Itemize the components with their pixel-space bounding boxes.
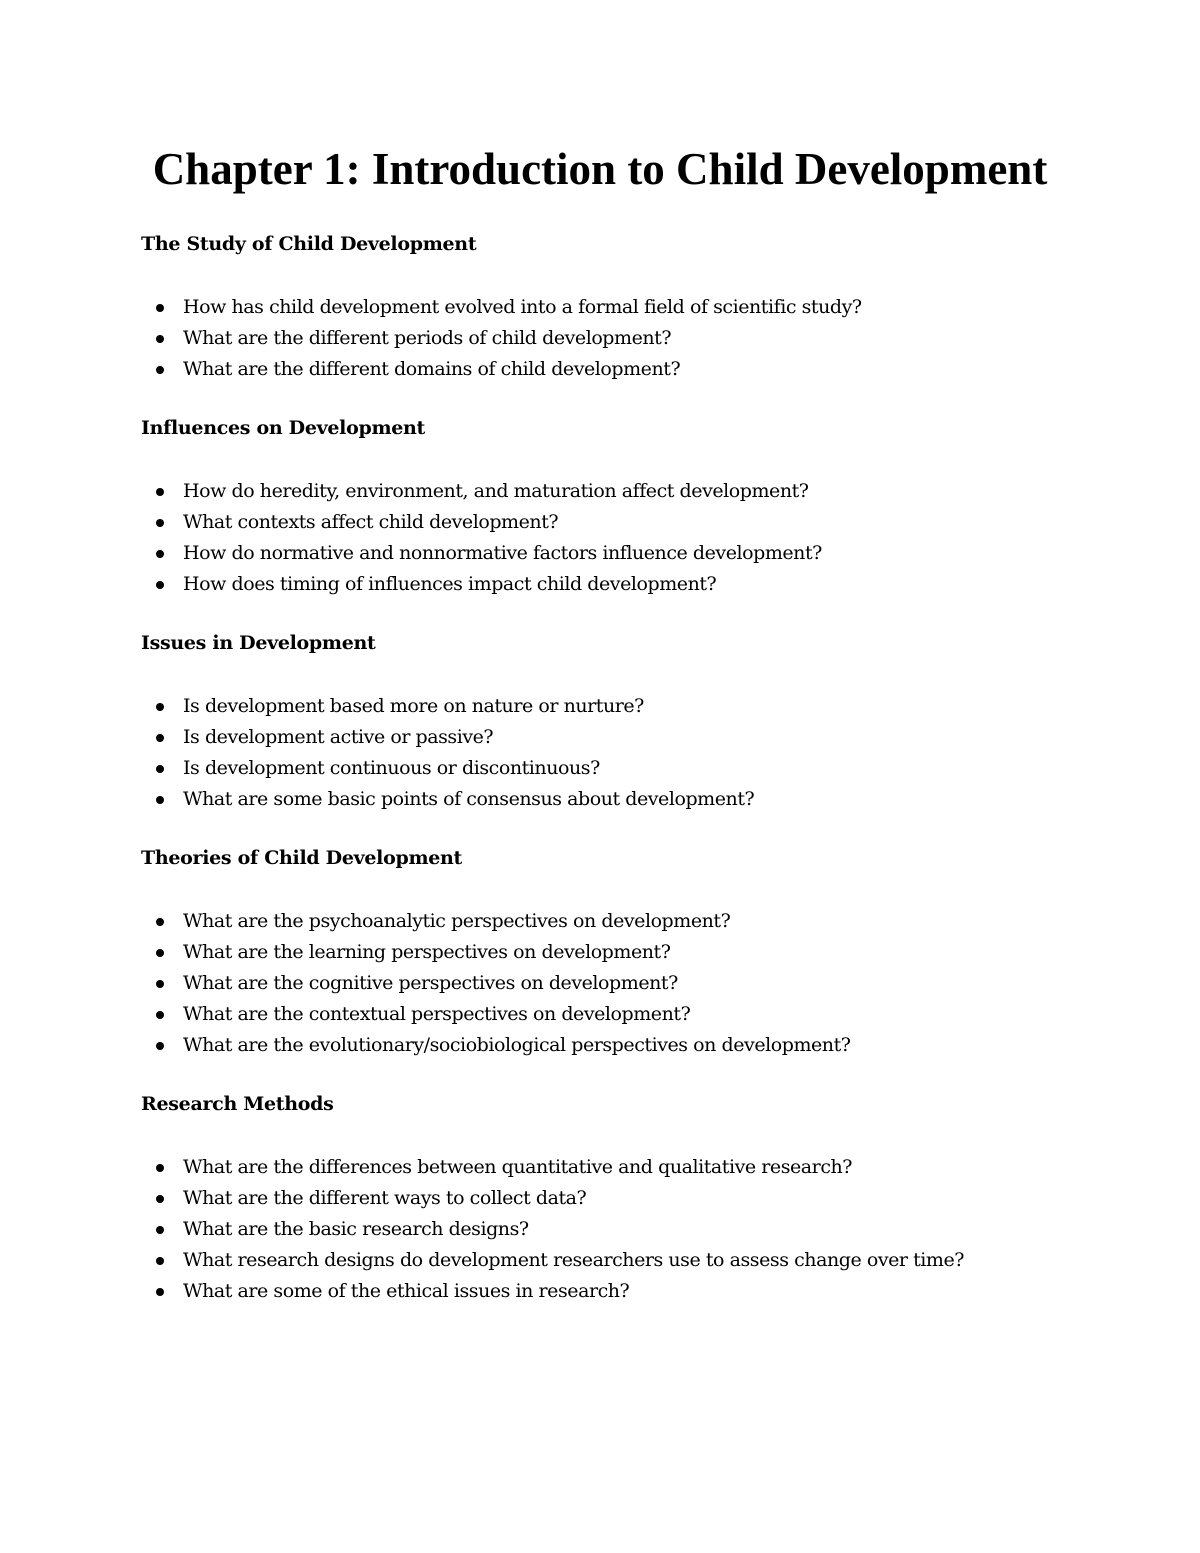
list-item-text: What are the differences between quantitative and qualitative research? bbox=[183, 1156, 853, 1178]
page-title: Chapter 1: Introduction to Child Development bbox=[152, 144, 1048, 194]
bullet-icon bbox=[156, 918, 164, 926]
list-item bbox=[141, 1183, 1041, 1214]
bullet-icon bbox=[156, 949, 164, 957]
list-item-text: How do heredity, environment, and maturation affect development? bbox=[183, 480, 809, 502]
bullet-icon bbox=[156, 1257, 164, 1265]
section-heading: Theories of Child Development bbox=[141, 847, 463, 869]
list-item bbox=[141, 476, 1041, 507]
list-item bbox=[141, 722, 1041, 753]
bullet-icon bbox=[156, 1195, 164, 1203]
list-item bbox=[141, 1030, 1041, 1061]
list-item bbox=[141, 507, 1041, 538]
list-item-text: How does timing of influences impact child development? bbox=[183, 573, 717, 595]
bullet-list bbox=[141, 906, 1041, 1061]
list-item-text: How do normative and nonnormative factors influence development? bbox=[183, 542, 822, 564]
list-item bbox=[141, 784, 1041, 815]
bullet-icon bbox=[156, 335, 164, 343]
bullet-icon bbox=[156, 1164, 164, 1172]
list-item bbox=[141, 354, 1041, 385]
list-item bbox=[141, 937, 1041, 968]
list-item-text: What are some basic points of consensus about development? bbox=[183, 788, 755, 810]
list-item-text: What are the learning perspectives on development? bbox=[183, 941, 671, 963]
section-heading: Issues in Development bbox=[141, 632, 376, 654]
list-item-text: How has child development evolved into a formal field of scientific study? bbox=[183, 296, 862, 318]
section bbox=[141, 414, 1041, 600]
section-list bbox=[141, 230, 1041, 1336]
list-item bbox=[141, 569, 1041, 600]
bullet-icon bbox=[156, 488, 164, 496]
bullet-icon bbox=[156, 796, 164, 804]
bullet-icon bbox=[156, 703, 164, 711]
section-heading: Research Methods bbox=[141, 1093, 334, 1115]
bullet-icon bbox=[156, 734, 164, 742]
bullet-icon bbox=[156, 550, 164, 558]
list-item bbox=[141, 753, 1041, 784]
bullet-list bbox=[141, 691, 1041, 815]
list-item bbox=[141, 1152, 1041, 1183]
bullet-icon bbox=[156, 1288, 164, 1296]
section bbox=[141, 844, 1041, 1061]
bullet-icon bbox=[156, 1011, 164, 1019]
bullet-icon bbox=[156, 519, 164, 527]
list-item-text: What are the cognitive perspectives on development? bbox=[183, 972, 678, 994]
list-item-text: Is development continuous or discontinuous? bbox=[183, 757, 600, 779]
section-heading: Influences on Development bbox=[141, 417, 426, 439]
bullet-icon bbox=[156, 304, 164, 312]
bullet-list bbox=[141, 476, 1041, 600]
bullet-icon bbox=[156, 1226, 164, 1234]
list-item-text: What contexts affect child development? bbox=[183, 511, 559, 533]
section bbox=[141, 230, 1041, 385]
list-item bbox=[141, 292, 1041, 323]
bullet-icon bbox=[156, 765, 164, 773]
bullet-list bbox=[141, 1152, 1041, 1307]
list-item-text: Is development based more on nature or nurture? bbox=[183, 695, 644, 717]
bullet-icon bbox=[156, 366, 164, 374]
list-item-text: What are the different ways to collect data? bbox=[183, 1187, 587, 1209]
list-item-text: What are some of the ethical issues in research? bbox=[183, 1280, 630, 1302]
list-item-text: What are the basic research designs? bbox=[183, 1218, 529, 1240]
section bbox=[141, 1090, 1041, 1307]
bullet-icon bbox=[156, 980, 164, 988]
list-item-text: What are the different periods of child development? bbox=[183, 327, 672, 349]
list-item-text: What are the evolutionary/sociobiological perspectives on development? bbox=[183, 1034, 851, 1056]
list-item bbox=[141, 538, 1041, 569]
list-item-text: What are the different domains of child development? bbox=[183, 358, 681, 380]
list-item bbox=[141, 691, 1041, 722]
section-heading: The Study of Child Development bbox=[141, 233, 477, 255]
list-item-text: What are the contextual perspectives on development? bbox=[183, 1003, 691, 1025]
bullet-list bbox=[141, 292, 1041, 385]
list-item bbox=[141, 1214, 1041, 1245]
bullet-icon bbox=[156, 1042, 164, 1050]
list-item bbox=[141, 906, 1041, 937]
list-item bbox=[141, 999, 1041, 1030]
list-item-text: What are the psychoanalytic perspectives on development? bbox=[183, 910, 731, 932]
list-item-text: Is development active or passive? bbox=[183, 726, 494, 748]
bullet-icon bbox=[156, 581, 164, 589]
list-item bbox=[141, 1245, 1041, 1276]
list-item-text: What research designs do development researchers use to assess change over time? bbox=[183, 1249, 965, 1271]
list-item bbox=[141, 1276, 1041, 1307]
list-item bbox=[141, 323, 1041, 354]
list-item bbox=[141, 968, 1041, 999]
section bbox=[141, 629, 1041, 815]
